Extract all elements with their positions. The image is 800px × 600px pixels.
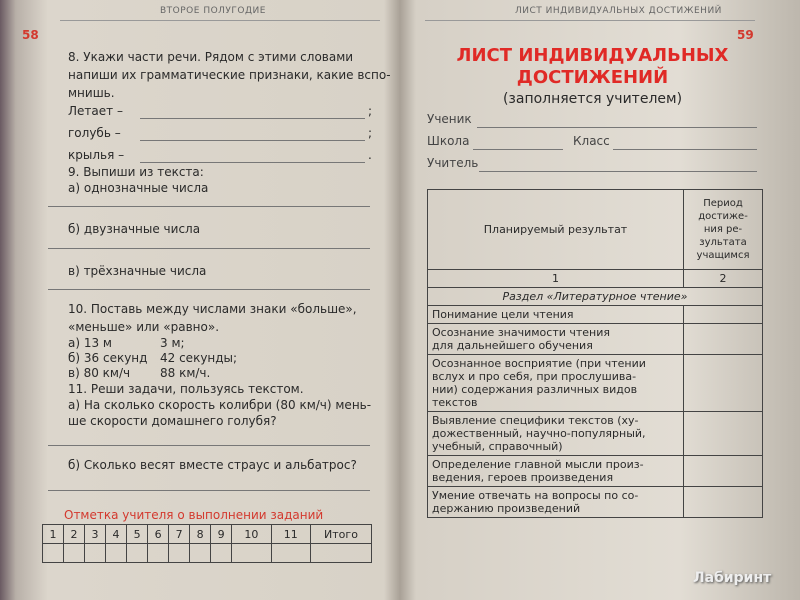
grade-value-cell[interactable] <box>64 544 85 563</box>
q8-line-1: 8. Укажи части речи. Рядом с этими словами <box>68 50 354 64</box>
result-row-cell[interactable] <box>684 487 763 518</box>
q11-text: 11. Реши задачи, пользуясь текстом. <box>68 382 304 396</box>
grade-cell: 9 <box>211 525 232 544</box>
result-row-text <box>428 487 684 518</box>
q10-a: в) 80 км/ч <box>68 366 131 380</box>
grade-value-cell[interactable] <box>148 544 169 563</box>
word-label: Летает – <box>68 104 123 118</box>
q10-a: а) 13 м <box>68 336 112 350</box>
q10-b: 42 секунды; <box>160 351 238 365</box>
sheet-title-line-2: ДОСТИЖЕНИЙ <box>516 67 669 88</box>
sheet-title-line-1: ЛИСТ ИНДИВИДУАЛЬНЫХ <box>456 45 729 66</box>
grade-title: Отметка учителя о выполнении заданий <box>64 508 324 522</box>
result-row-text <box>428 355 684 412</box>
grade-value-cell[interactable] <box>169 544 190 563</box>
class-label: Класс <box>573 134 610 148</box>
result-row-line: Понимание цели чтения <box>432 308 574 321</box>
q11a-line-2: ше скорости домашнего голубя? <box>68 414 277 428</box>
q8-line-2: напиши их грамматические признаки, какие вспо- <box>68 68 391 82</box>
student-label: Ученик <box>427 112 472 126</box>
answer-line <box>140 140 365 141</box>
result-row-line: для дальнейшего обучения <box>432 339 593 352</box>
right-page <box>405 0 780 600</box>
q10-line-1: 10. Поставь между числами знаки «больше», <box>68 302 357 316</box>
grade-cell: 1 <box>43 525 64 544</box>
answer-line <box>48 490 370 491</box>
left-page <box>20 0 390 600</box>
answer-line <box>140 118 365 119</box>
grade-table <box>42 524 372 563</box>
section-heading: Раздел «Литературное чтение» <box>428 288 763 306</box>
sheet-subtitle: (заполняется учителем) <box>502 91 683 107</box>
grade-total-header: Итого <box>311 525 372 544</box>
col-period-header-line: учащимся <box>696 250 750 261</box>
col-number-2: 2 <box>684 270 763 288</box>
word-label: крылья – <box>68 148 125 162</box>
result-row-line: Умение отвечать на вопросы по со- <box>432 489 639 502</box>
page-number: 59 <box>737 28 754 42</box>
col-period-header-line: ния ре- <box>703 224 743 235</box>
result-row-cell[interactable] <box>684 412 763 456</box>
student-field[interactable] <box>477 127 757 128</box>
running-head: ЛИСТ ИНДИВИДУАЛЬНЫХ ДОСТИЖЕНИЙ <box>515 6 722 16</box>
col-number-1: 1 <box>428 270 684 288</box>
grade-value-cell[interactable] <box>106 544 127 563</box>
grade-cell: 7 <box>169 525 190 544</box>
q10-b: 3 м; <box>160 336 185 350</box>
word-end: ; <box>368 104 373 118</box>
result-row-line: вслух и про себя, при прослушива- <box>432 370 637 383</box>
grade-cell: 6 <box>148 525 169 544</box>
grade-total-cell[interactable] <box>311 544 372 563</box>
result-row-line: Осознание значимости чтения <box>432 326 611 339</box>
q9-text: 9. Выпиши из текста: <box>68 165 204 179</box>
result-row-cell[interactable] <box>684 306 763 324</box>
result-row-line: текстов <box>432 396 478 409</box>
class-field[interactable] <box>613 149 757 150</box>
q11a-line-1: а) На сколько скорость колибри (80 км/ч) мень- <box>68 398 372 412</box>
teacher-field[interactable] <box>479 171 757 172</box>
answer-line <box>48 289 370 290</box>
header-rule <box>425 20 755 21</box>
q8-line-3: мнишь. <box>68 86 115 100</box>
answer-line <box>48 445 370 446</box>
teacher-label: Учитель <box>427 156 479 170</box>
q11b-text: б) Сколько весят вместе страус и альбатрос? <box>68 458 357 472</box>
q9-item: б) двузначные числа <box>68 222 201 236</box>
col-planned-result-header: Планируемый результат <box>428 190 684 270</box>
achievements-table <box>427 189 763 518</box>
result-row-line: учебный, справочный) <box>432 440 563 453</box>
result-row-line: держанию произведений <box>432 502 581 515</box>
school-field[interactable] <box>473 149 563 150</box>
grade-value-cell[interactable] <box>271 544 310 563</box>
answer-line <box>48 206 370 207</box>
q10-a: б) 36 секунд <box>68 351 148 365</box>
result-row-text <box>428 324 684 355</box>
watermark-text: Лабиринт <box>693 570 772 586</box>
col-period-header-line: достиже- <box>698 211 748 222</box>
word-end: . <box>368 148 372 162</box>
result-row-line: Определение главной мысли произ- <box>432 458 644 471</box>
result-row-line: нии) содержания различных видов <box>432 383 638 396</box>
result-row-text <box>428 306 684 324</box>
grade-cell: 2 <box>64 525 85 544</box>
result-row-line: дожественный, научно-популярный, <box>432 427 646 440</box>
grade-cell: 8 <box>190 525 211 544</box>
result-row-text <box>428 412 684 456</box>
word-end: ; <box>368 126 373 140</box>
col-period-header-line: Период <box>703 198 743 209</box>
grade-cell: 11 <box>271 525 310 544</box>
grade-value-cell[interactable] <box>190 544 211 563</box>
grade-cell: 3 <box>85 525 106 544</box>
answer-line <box>140 162 365 163</box>
grade-value-cell[interactable] <box>211 544 232 563</box>
page-number: 58 <box>22 28 39 42</box>
result-row-cell[interactable] <box>684 324 763 355</box>
grade-cell: 10 <box>232 525 271 544</box>
result-row-cell[interactable] <box>684 456 763 487</box>
grade-cell: 5 <box>127 525 148 544</box>
q9-item: а) однозначные числа <box>68 181 209 195</box>
grade-value-cell[interactable] <box>85 544 106 563</box>
col-period-header <box>684 190 763 270</box>
result-row-text <box>428 456 684 487</box>
grade-value-cell[interactable] <box>127 544 148 563</box>
header-rule <box>60 20 380 21</box>
result-row-line: ведения, героев произведения <box>432 471 614 484</box>
q10-b: 88 км/ч. <box>160 366 211 380</box>
grade-value-cell[interactable] <box>43 544 64 563</box>
grade-value-cell[interactable] <box>232 544 271 563</box>
q9-item: в) трёхзначные числа <box>68 264 207 278</box>
col-period-header-line: зультата <box>699 237 747 248</box>
school-label: Школа <box>427 134 470 148</box>
running-head: ВТОРОЕ ПОЛУГОДИЕ <box>160 6 266 16</box>
word-label: голубь – <box>68 126 121 140</box>
result-row-line: Выявление специфики текстов (ху- <box>432 414 639 427</box>
grade-cell: 4 <box>106 525 127 544</box>
result-row-cell[interactable] <box>684 355 763 412</box>
result-row-line: Осознанное восприятие (при чтении <box>432 357 646 370</box>
answer-line <box>48 248 370 249</box>
q10-line-2: «меньше» или «равно». <box>68 320 220 334</box>
